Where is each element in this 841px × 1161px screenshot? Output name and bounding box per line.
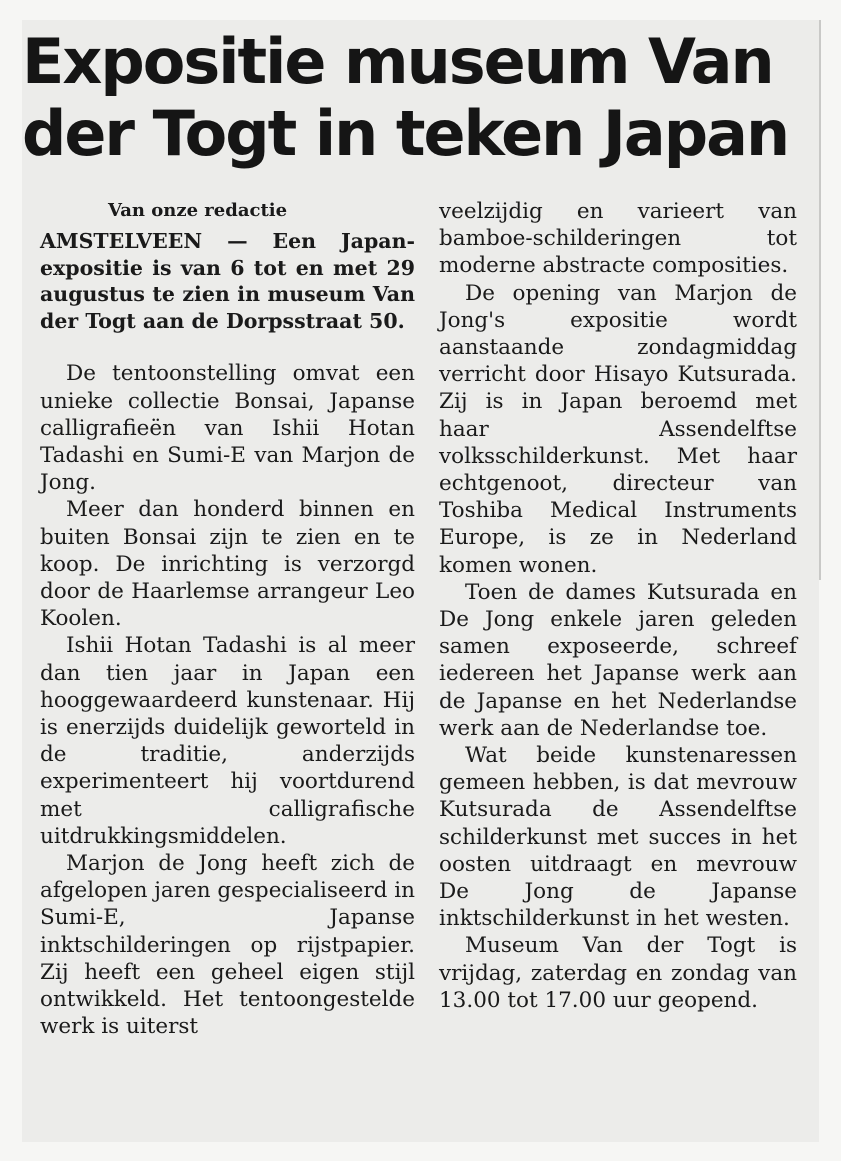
right-column bbox=[439, 198, 797, 1014]
body-paragraph: De tentoonstelling omvat een unieke collectie Bonsai, Japanse calligrafieën van Ishii Hotan Tadashi en Sumi-E van Marjon de Jong. bbox=[40, 361, 415, 496]
left-column bbox=[40, 198, 415, 1040]
body-paragraph: Meer dan honderd binnen en buiten Bonsai zijn te zien en te koop. De inrichting is verzorgd door de Haarlemse arrangeur Leo Koolen. bbox=[40, 497, 415, 632]
body-paragraph-continued: veelzijdig en varieert van bamboe-schilderingen tot moderne abstracte composities. bbox=[439, 199, 797, 279]
body-paragraph: Ishii Hotan Tadashi is al meer dan tien jaar in Japan een hooggewaardeerd kunstenaar. Hij is enerzijds duidelijk geworteld in de traditie, anderzijds experimenteert hij voortdurend met calligrafische uitdrukkingsmiddelen. bbox=[40, 633, 415, 849]
headline-line-1: Expositie museum Van bbox=[22, 25, 773, 98]
body-paragraph: Toen de dames Kutsurada en De Jong enkele jaren geleden samen exposeerde, schreef iedereen het Japanse werk aan de Japanse en het Nederlandse werk aan de Nederlandse toe. bbox=[439, 579, 797, 741]
body-paragraph: Museum Van der Togt is vrijdag, zaterdag en zondag van 13.00 tot 17.00 uur geopend. bbox=[439, 933, 797, 1013]
body-paragraph: Wat beide kunstenaressen gemeen hebben, is dat mevrouw Kutsurada de Assendelftse schilderkunst met succes in het oosten uitdraagt en mevrouw De Jong de Japanse inktschilderkunst in het westen. bbox=[439, 743, 797, 932]
lead-paragraph: AMSTELVEEN — Een Japan-expositie is van 6 tot en met 29 augustus te zien in museum Van der Togt aan de Dorpsstraat 50. bbox=[40, 229, 415, 333]
headline bbox=[22, 26, 802, 170]
headline-line-2: der Togt in teken Japan bbox=[22, 97, 789, 170]
body-paragraph: De opening van Marjon de Jong's expositie wordt aanstaande zondagmiddag verricht door Hisayo Kutsurada. Zij is in Japan beroemd met haar Assendelftse volksschilderkunst. Met haar echtgenoot, directeur van Toshiba Medical Instruments Europe, is ze in Nederland komen wonen. bbox=[439, 280, 797, 578]
byline: Van onze redactie bbox=[107, 200, 288, 221]
body-paragraph: Marjon de Jong heeft zich de afgelopen jaren gespecialiseerd in Sumi-E, Japanse inktschilderingen op rijstpapier. Zij heeft een geheel eigen stijl ontwikkeld. Het tentoongestelde werk is uiterst bbox=[40, 851, 415, 1040]
paragraph-gap bbox=[40, 334, 415, 360]
